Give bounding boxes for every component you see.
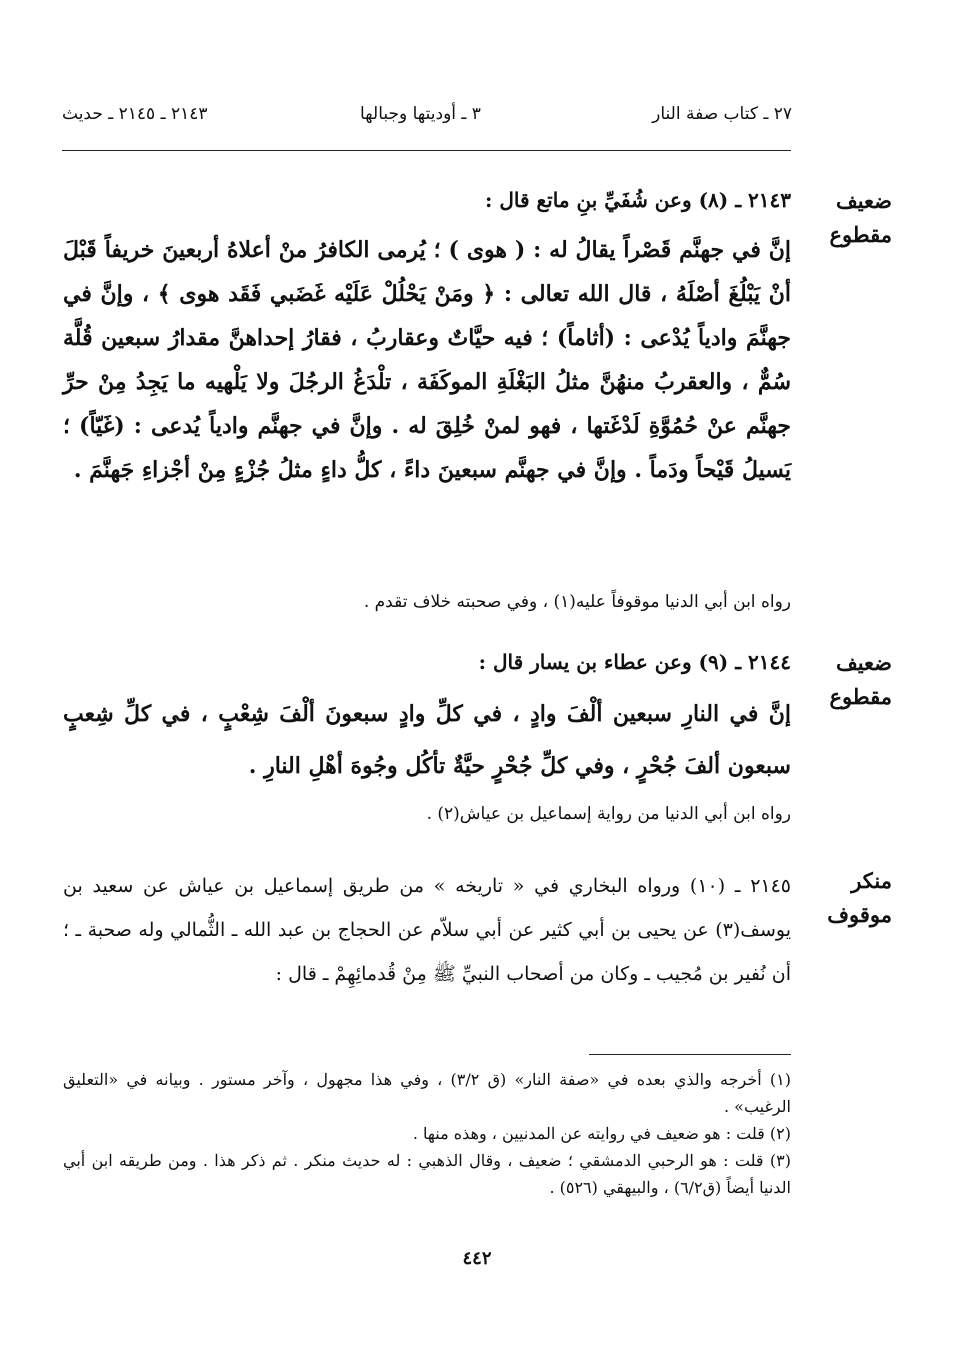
hadith-intro-2143: ٢١٤٣ ـ (٨) وعن شُفَيِّ بنِ ماتع قال : [485, 188, 791, 212]
footnote-rule [589, 1054, 791, 1055]
page-number: ٤٤٢ [462, 1248, 492, 1269]
grade-word: منكر [851, 868, 892, 893]
grade-label-2143 [804, 184, 892, 252]
footnote: (٣) قلت : هو الرحبي الدمشقي ؛ ضعيف ، وقال الذهبي : له حديث منكر . ثم ذكر هذا . ومن طريقه ابن أبي الدنيا أيضاً (ق٦/٢) ، والبيهقي (٥٢٦) . [63, 1151, 791, 1197]
header-rule [62, 150, 791, 151]
grade-label-2145 [804, 864, 892, 932]
grade-word: مقطوع [829, 222, 892, 247]
running-header-range: ٢١٤٣ ـ ٢١٤٥ ـ حديث [62, 104, 208, 124]
footnote: (١) أخرجه والذي بعده في «صفة النار» (ق ٣/٢) ، وفي هذا مجهول ، وآخر مستور . وبيانه في «التعليق الرغيب» . [63, 1070, 791, 1116]
hadith-text-2143 [63, 228, 791, 492]
hadith-matn: إنَّ في النارِ سبعين ألْفَ وادٍ ، في كلِّ وادٍ سبعونَ ألْفَ شِعْبٍ ، في كلِّ شِعبٍ سبعون ألفَ جُحْرٍ ، وفي كلِّ جُحْرٍ حيَّةٌ تأكُل وجُوهَ أهْلِ النارِ . [63, 701, 791, 779]
hadith-text-2145: ٢١٤٥ ـ (١٠) ورواه البخاري في « تاريخه » من طريق إسماعيل بن عياش عن سعيد بن يوسف(٣) عن يحيى بن أبي كثير عن أبي سلاّم عن الحجاج بن عبد الله ـ الثُّمالي وله صحبة ـ ؛ أن نُفير بن مُجيب ـ وكان من أصحاب النبيِّ ﷺ مِنْ قُدمائِهِمْ ـ قال : [63, 875, 792, 985]
grade-word: مقطوع [829, 684, 892, 709]
footnote: (٢) قلت : هو ضعيف في روايته عن المدنيين ، وهذه منها . [412, 1124, 791, 1143]
hadith-source-2144: رواه ابن أبي الدنيا من رواية إسماعيل بن عياش(٢) . [426, 804, 791, 824]
running-header-chapter: ٢٧ ـ كتاب صفة النار [652, 104, 792, 124]
grade-word: ضعيف [835, 650, 892, 675]
grade-label-2144 [804, 646, 892, 714]
grade-word: موقوف [827, 902, 892, 927]
footnotes [63, 1066, 791, 1201]
running-header-section: ٣ ـ أوديتها وجبالها [360, 104, 481, 124]
hadith-source-2143: رواه ابن أبي الدنيا موقوفاً عليه(١) ، وفي صحبته خلاف تقدم . [363, 592, 791, 612]
hadith-matn: إنَّ في جهنَّم قَصْراً يقالُ له : ( هوى ) ؛ يُرمى الكافرُ منْ أعلاهُ أربعينَ خريفاً قَبْلَ أنْ يَبْلُغَ أصْلَهُ ، قال الله تعالى : ﴿ ومَنْ يَحْلُلْ عَلَيْه غَضَبي فَقَد هوى ﴾ ، وإنَّ في جهنَّمَ وادياً يُدْعى : (أثاماً) ؛ فيه حيَّاتٌ وعقاربُ ، فقارُ إحداهنَّ مقدارُ سبعين قُلَّة سُمٌّ ، والعقربُ منهُنَّ مثلُ البَغْلَةِ الموكَفَة ، تلْدَغُ الرجُلَ ولا يَلْهيه ما يَجِدُ مِنْ حرِّ جهنَّم عنْ حُمُوَّةِ لَدْغَتها ، فهو لمنْ خُلِقَ له . وإنَّ في جهنَّم وادياً يُدعى : (غَيّاً) ؛ يَسيلُ قَيْحاً ودَماً . وإنَّ في جهنَّم سبعينَ داءً ، كلُّ داءٍ مثلُ جُزْءٍ مِنْ أجْزاءِ جَهنَّمَ . [63, 237, 791, 483]
hadith-intro-2144: ٢١٤٤ ـ (٩) وعن عطاء بن يسار قال : [478, 650, 791, 674]
grade-word: ضعيف [835, 188, 892, 213]
hadith-text-2144 [63, 688, 791, 792]
